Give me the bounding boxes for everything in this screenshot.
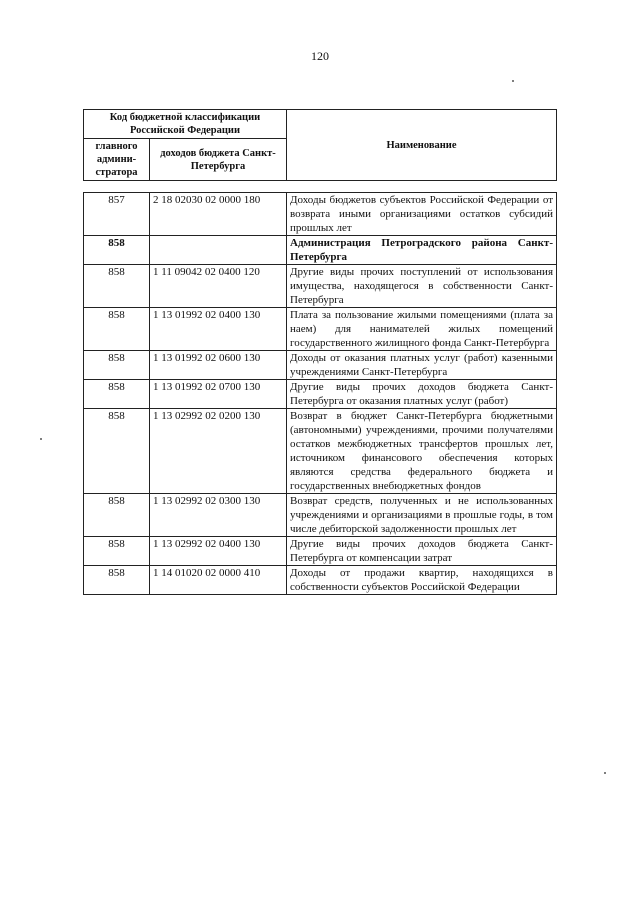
- budget-code-title: Код бюджетной классификации Российской Федерации: [84, 110, 287, 139]
- name-cell: Другие виды прочих поступлений от использования имущества, находящегося в собственности Санкт-Петербурга: [287, 265, 557, 308]
- admin-code-cell: 858: [84, 351, 150, 380]
- income-code-cell: [150, 236, 287, 265]
- income-code-cell: 1 13 02992 02 0400 130: [150, 537, 287, 566]
- admin-code-cell: 857: [84, 193, 150, 236]
- scan-speck: [604, 772, 606, 774]
- table-row: [84, 409, 557, 494]
- table-header: [83, 109, 557, 181]
- name-cell: Плата за пользование жилыми помещениями (плата за наем) для нанимателей жилых помещений государственного жилищного фонда Санкт-Петербурга: [287, 308, 557, 351]
- table-row: [84, 494, 557, 537]
- admin-code-cell: 858: [84, 236, 150, 265]
- scan-speck: [40, 438, 42, 440]
- table-row-section: [84, 236, 557, 265]
- page-number: 120: [311, 49, 329, 63]
- table-row: [84, 566, 557, 595]
- admin-code-cell: 858: [84, 409, 150, 494]
- name-cell: Возврат в бюджет Санкт-Петербурга бюджетными (автономными) учреждениями, прочими получателями остатков межбюджетных трансфертов прошлых лет, источником финансового обеспечения которых являются средства федерального бюджета и государственных внебюджетных фондов: [287, 409, 557, 494]
- table-row: [84, 537, 557, 566]
- table-row: [84, 308, 557, 351]
- name-cell: Другие виды прочих доходов бюджета Санкт-Петербурга от компенсации затрат: [287, 537, 557, 566]
- name-cell: Доходы от продажи квартир, находящихся в собственности субъектов Российской Федерации: [287, 566, 557, 595]
- table-row: [84, 265, 557, 308]
- income-code-cell: 2 18 02030 02 0000 180: [150, 193, 287, 236]
- income-code-cell: 1 11 09042 02 0400 120: [150, 265, 287, 308]
- name-cell: Доходы бюджетов субъектов Российской Федерации от возврата иными организациями остатков субсидий прошлых лет: [287, 193, 557, 236]
- table-row: [84, 380, 557, 409]
- income-code-cell: 1 13 01992 02 0700 130: [150, 380, 287, 409]
- table-row: [84, 193, 557, 236]
- budget-code-table: [83, 192, 557, 595]
- admin-code-cell: 858: [84, 537, 150, 566]
- admin-code-cell: 858: [84, 566, 150, 595]
- table-row: [84, 351, 557, 380]
- scan-speck: [512, 80, 514, 82]
- name-column-header: Наименование: [287, 110, 557, 181]
- name-cell: Возврат средств, полученных и не использованных учреждениями и организациями в прошлые годы, в том числе дебиторской задолженности прошлых лет: [287, 494, 557, 537]
- admin-column-header: главного админи-стратора: [84, 139, 150, 181]
- income-column-header: доходов бюджета Санкт-Петербурга: [150, 139, 287, 181]
- income-code-cell: 1 13 02992 02 0300 130: [150, 494, 287, 537]
- income-code-cell: 1 14 01020 02 0000 410: [150, 566, 287, 595]
- admin-code-cell: 858: [84, 265, 150, 308]
- income-code-cell: 1 13 02992 02 0200 130: [150, 409, 287, 494]
- income-code-cell: 1 13 01992 02 0400 130: [150, 308, 287, 351]
- admin-code-cell: 858: [84, 494, 150, 537]
- section-title-cell: Администрация Петроградского района Санкт-Петербурга: [287, 236, 557, 265]
- name-cell: Доходы от оказания платных услуг (работ) казенными учреждениями Санкт-Петербурга: [287, 351, 557, 380]
- name-cell: Другие виды прочих доходов бюджета Санкт-Петербурга от оказания платных услуг (работ): [287, 380, 557, 409]
- admin-code-cell: 858: [84, 380, 150, 409]
- admin-code-cell: 858: [84, 308, 150, 351]
- income-code-cell: 1 13 01992 02 0600 130: [150, 351, 287, 380]
